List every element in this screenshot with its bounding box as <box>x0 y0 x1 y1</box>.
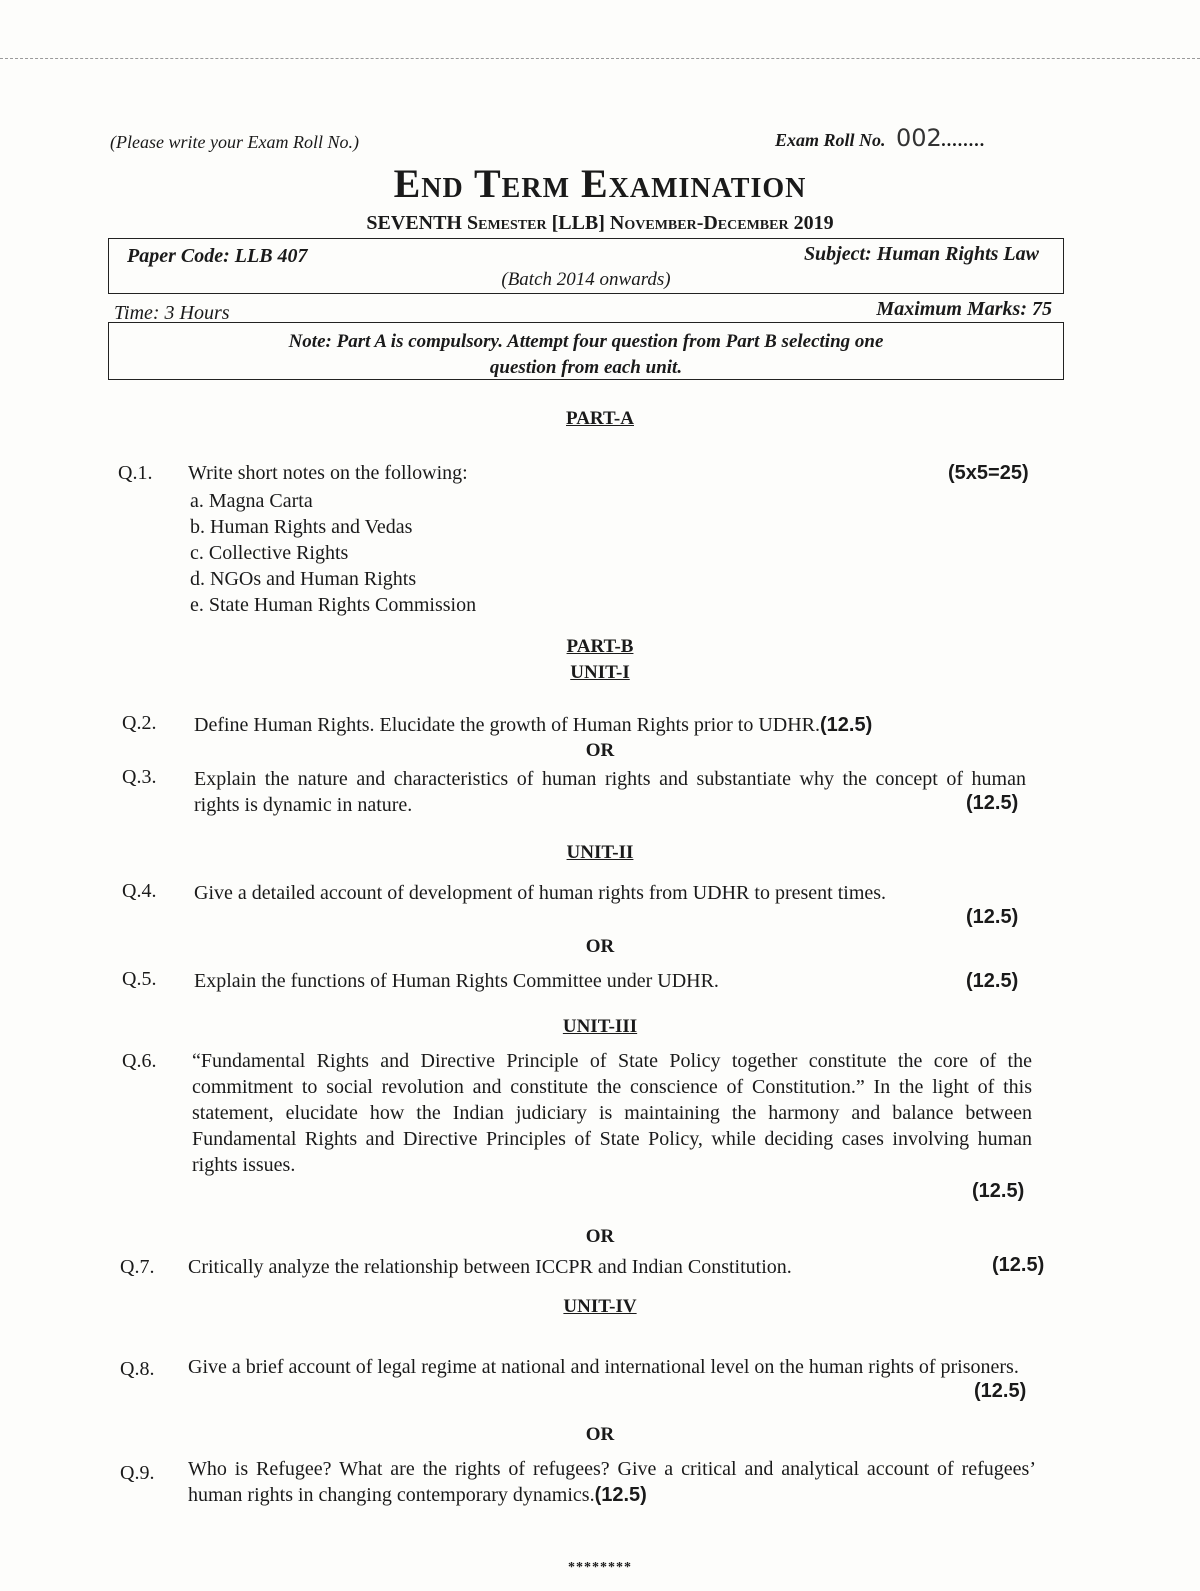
note-line-1: Note: Part A is compulsory. Attempt four question from Part B selecting one <box>288 331 884 352</box>
q1-item: d. NGOs and Human Rights <box>190 568 417 590</box>
roll-dots: ........ <box>941 130 986 150</box>
exam-time: Time: 3 Hours <box>114 302 230 324</box>
q8-number: Q.8. <box>120 1358 155 1380</box>
q1-items <box>190 488 476 618</box>
q5-number: Q.5. <box>122 968 157 990</box>
roll-instruction: (Please write your Exam Roll No.) <box>110 132 359 152</box>
note-line-2: question from each unit. <box>489 357 683 378</box>
q3-number: Q.3. <box>122 766 157 788</box>
q1-marks: (5x5=25) <box>948 462 1029 484</box>
q9-marks: (12.5) <box>594 1484 647 1506</box>
q3-marks: (12.5) <box>966 792 1019 814</box>
paper-code: Paper Code: LLB 407 <box>127 245 308 267</box>
or-divider: OR <box>585 936 615 957</box>
q1-item: b. Human Rights and Vedas <box>190 516 413 538</box>
maximum-marks: Maximum Marks: 75 <box>876 298 1052 320</box>
q9-text <box>188 1456 1036 1508</box>
or-divider: OR <box>585 740 615 761</box>
scan-edge-line <box>0 58 1200 59</box>
q4-text: Give a detailed account of development of human rights from UDHR to present times. <box>194 882 887 904</box>
q6-number: Q.6. <box>122 1050 157 1072</box>
q1-item: c. Collective Rights <box>190 542 349 564</box>
batch: (Batch 2014 onwards) <box>501 269 671 290</box>
end-stars: ******** <box>568 1560 632 1575</box>
q9-number: Q.9. <box>120 1462 155 1484</box>
q6-marks: (12.5) <box>972 1180 1025 1202</box>
q3-text: Explain the nature and characteristics of human rights and substantiate why the concept of human rights is dynamic in nature. <box>194 768 1026 816</box>
paper-info-box <box>108 238 1064 294</box>
or-divider: OR <box>585 1424 615 1445</box>
q1-item: a. Magna Carta <box>190 490 313 512</box>
q9-body: Who is Refugee? What are the rights of refugees? Give a critical and analytical account of refugees’ human rights in changing contemporary dynamics. <box>188 1458 1036 1506</box>
q1-text: Write short notes on the following: <box>188 462 468 484</box>
subject: Subject: Human Rights Law <box>803 243 1039 265</box>
q2-text <box>194 712 1016 738</box>
q1-item: e. State Human Rights Commission <box>190 594 477 616</box>
q8-marks: (12.5) <box>974 1380 1027 1402</box>
q6-text: “Fundamental Rights and Directive Principle of State Policy together constitute the core of the commitment to social revolution and constitute the conscience of Constitution.” In the light of this statement, elucidate how the Indian judiciary is maintaining the harmony and balance between Fundamental Rights and Directive Principles of State Policy, while deciding cases involving human rights issues. <box>192 1050 1032 1176</box>
q7-number: Q.7. <box>120 1256 155 1278</box>
note-text <box>109 329 1063 381</box>
semester-line: SEVENTH Semester [LLB] November-December 2019 <box>366 212 834 234</box>
or-divider: OR <box>585 1226 615 1247</box>
q7-marks: (12.5) <box>992 1254 1045 1276</box>
part-a-heading: PART-A <box>566 408 634 429</box>
q7-text: Critically analyze the relationship between ICCPR and Indian Constitution. <box>188 1256 792 1278</box>
q5-text: Explain the functions of Human Rights Committee under UDHR. <box>194 970 719 992</box>
q1-number: Q.1. <box>118 462 153 484</box>
unit-2-heading: UNIT-II <box>566 842 634 863</box>
unit-3-heading: UNIT-III <box>562 1016 638 1037</box>
exam-title: End Term Examination <box>393 161 807 206</box>
q4-number: Q.4. <box>122 880 157 902</box>
q2-number: Q.2. <box>122 712 157 734</box>
q2-body: Define Human Rights. Elucidate the growth of Human Rights prior to UDHR. <box>194 714 821 736</box>
roll-label: Exam Roll No. <box>775 130 886 150</box>
note-box <box>108 322 1064 380</box>
q8-text: Give a brief account of legal regime at national and international level on the human rights of prisoners. <box>188 1356 1019 1378</box>
roll-number-field <box>775 124 986 152</box>
q5-marks: (12.5) <box>966 970 1019 992</box>
unit-1-heading: UNIT-I <box>570 662 630 683</box>
part-b-heading: PART-B <box>566 636 634 657</box>
roll-value-handwritten: 002 <box>896 124 942 152</box>
unit-4-heading: UNIT-IV <box>563 1296 637 1317</box>
q4-marks: (12.5) <box>966 906 1019 928</box>
q2-marks: (12.5) <box>820 714 873 736</box>
